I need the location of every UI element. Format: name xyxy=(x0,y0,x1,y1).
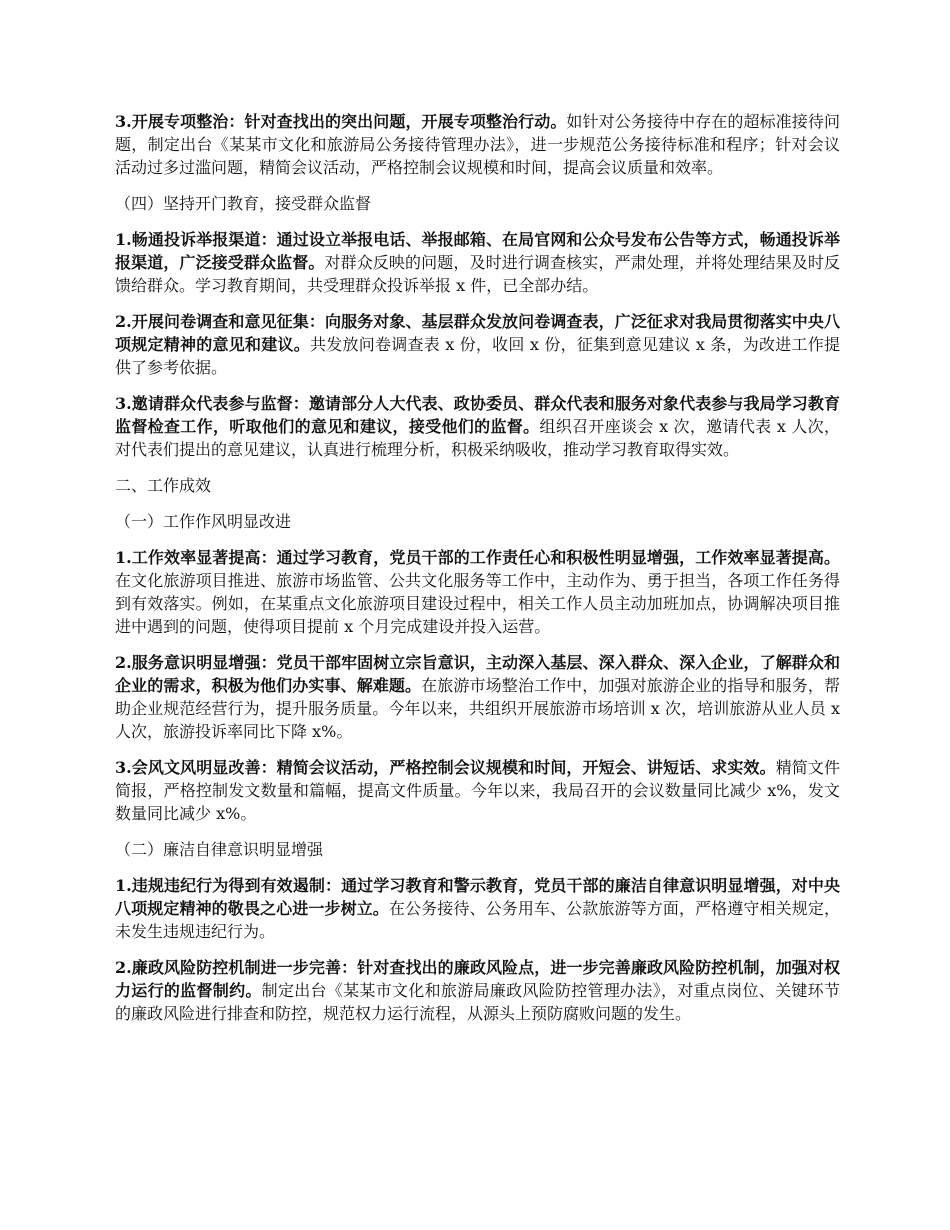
paragraph-body: 在文化旅游项目推进、旅游市场监管、公共文化服务等工作中，主动作为、勇于担当，各项工作任务得到有效落实。例如，在某重点文化旅游项目建设过程中，相关工作人员主动加班加点，协调解决项目推进中遇到的问题，使得项目提前 x 个月完成建设并投入运营。 xyxy=(115,571,840,636)
paragraph-lead: 1.畅通投诉举报渠道：通过设立举报电话、举报邮箱、在局官网和公众号发布公告等方式，畅通投诉举报渠道，广泛接受群众监督。 xyxy=(115,230,840,272)
paragraph-risk-prevention xyxy=(115,956,840,1025)
paragraph-body: 精简文件简报，严格控制发文数量和篇幅，提高文件质量。今年以来，我局召开的会议数量同比减少 x%，发文数量同比减少 x%。 xyxy=(115,758,840,823)
paragraph-questionnaire-survey xyxy=(115,310,840,379)
paragraph-body: 制定出台《某某市文化和旅游局廉政风险防控管理办法》，对重点岗位、关键环节的廉政风险进行排查和防控，规范权力运行流程，从源头上预防腐败问题的发生。 xyxy=(115,981,840,1023)
paragraph-public-representatives xyxy=(115,392,840,461)
paragraph-lead: 1.工作效率显著提高：通过学习教育，党员干部的工作责任心和积极性明显增强，工作效率显著提高。 xyxy=(115,548,840,567)
paragraph-lead: 3.邀请群众代表参与监督：邀请部分人大代表、政协委员、群众代表和服务对象代表参与我局学习教育监督检查工作，听取他们的意见和建议，接受他们的监督。 xyxy=(115,394,840,436)
paragraph-special-rectification xyxy=(115,110,840,179)
paragraph-lead: 3.会风文风明显改善：精简会议活动，严格控制会议规模和时间，开短会、讲短话、求实效。 xyxy=(115,758,776,777)
paragraph-body: 共发放问卷调查表 x 份，收回 x 份，征集到意见建议 x 条，为改进工作提供了参考依据。 xyxy=(115,335,840,377)
section-heading-open-education: （四）坚持开门教育，接受群众监督 xyxy=(115,194,372,213)
paragraph-meeting-style xyxy=(115,756,840,825)
paragraph-body: 在旅游市场整治工作中，加强对旅游企业的指导和服务，帮助企业规范经营行为，提升服务质量。今年以来，共组织开展旅游市场培训 x 次，培训旅游从业人员 x 人次，旅游投诉率同比下降 x%。 xyxy=(115,676,840,741)
section-heading-work-results: 二、工作成效 xyxy=(115,476,212,495)
paragraph-lead: 1.违规违纪行为得到有效遏制：通过学习教育和警示教育，党员干部的廉洁自律意识明显增强，对中央八项规定精神的敬畏之心进一步树立。 xyxy=(115,876,840,918)
paragraph-service-awareness xyxy=(115,651,840,743)
paragraph-lead: 2.廉政风险防控机制进一步完善：针对查找出的廉政风险点，进一步完善廉政风险防控机制，加强对权力运行的监督制约。 xyxy=(115,958,840,1000)
paragraph-lead: 2.开展问卷调查和意见征集：向服务对象、基层群众发放问卷调查表，广泛征求对我局贯彻落实中央八项规定精神的意见和建议。 xyxy=(115,312,840,354)
paragraph-body: 在公务接待、公务用车、公款旅游等方面，严格遵守相关规定，未发生违规违纪行为。 xyxy=(115,899,840,941)
section-heading-integrity: （二）廉洁自律意识明显增强 xyxy=(115,840,324,859)
paragraph-lead: 2.服务意识明显增强：党员干部牢固树立宗旨意识，主动深入基层、深入群众、深入企业，了解群众和企业的需求，积极为他们办实事、解难题。 xyxy=(115,653,840,695)
paragraph-body: 如针对公务接待中存在的超标准接待问题，制定出台《某某市文化和旅游局公务接待管理办法》，进一步规范公务接待标准和程序；针对会议活动过多过滥问题，精简会议活动，严格控制会议规模和时间，提高会议质量和效率。 xyxy=(115,112,840,177)
paragraph-lead: 3.开展专项整治：针对查找出的突出问题，开展专项整治行动。 xyxy=(115,112,567,131)
paragraph-work-efficiency xyxy=(115,546,840,638)
paragraph-body: 对群众反映的问题，及时进行调查核实，严肃处理，并将处理结果及时反馈给群众。学习教育期间，共受理群众投诉举报 x 件，已全部办结。 xyxy=(115,253,840,295)
paragraph-violations-curbed xyxy=(115,874,840,943)
section-heading-work-style: （一）工作作风明显改进 xyxy=(115,512,292,531)
paragraph-body: 组织召开座谈会 x 次，邀请代表 x 人次，对代表们提出的意见建议，认真进行梳理分析，积极采纳吸收，推动学习教育取得实效。 xyxy=(115,417,840,459)
paragraph-complaint-channels xyxy=(115,228,840,297)
